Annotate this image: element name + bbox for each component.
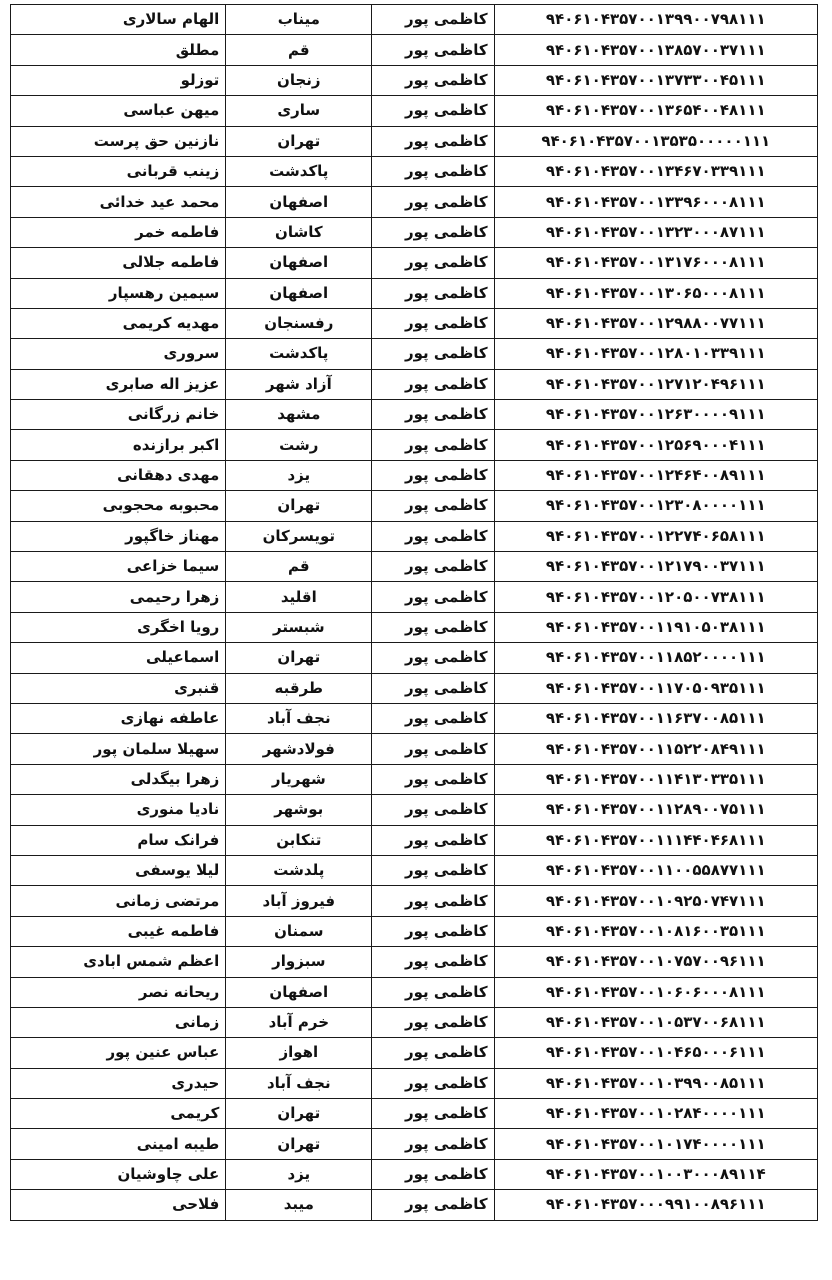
roster-table bbox=[10, 4, 818, 1221]
city-cell: تهران bbox=[226, 1129, 372, 1159]
city-cell: رشت bbox=[226, 430, 372, 460]
tracking-code-cell: ۹۴۰۶۱۰۴۳۵۷۰۰۱۳۰۶۵۰۰۰۸۱۱۱ bbox=[494, 278, 817, 308]
table-row bbox=[11, 187, 818, 217]
tracking-code-cell: ۹۴۰۶۱۰۴۳۵۷۰۰۱۳۹۹۰۰۷۹۸۱۱۱ bbox=[494, 5, 817, 35]
tracking-code-cell: ۹۴۰۶۱۰۴۳۵۷۰۰۱۲۶۳۰۰۰۰۹۱۱۱ bbox=[494, 400, 817, 430]
person-name-cell: نازنین حق پرست bbox=[11, 126, 226, 156]
table-row bbox=[11, 764, 818, 794]
person-name-cell: خانم زرگانی bbox=[11, 400, 226, 430]
family-name-cell: کاظمی پور bbox=[372, 1159, 494, 1189]
table-row bbox=[11, 825, 818, 855]
city-cell: یزد bbox=[226, 1159, 372, 1189]
person-name-cell: مهدیه کریمی bbox=[11, 308, 226, 338]
family-name-cell: کاظمی پور bbox=[372, 400, 494, 430]
city-cell: میناب bbox=[226, 5, 372, 35]
person-name-cell: لیلا یوسفی bbox=[11, 855, 226, 885]
table-row bbox=[11, 126, 818, 156]
city-cell: تویسرکان bbox=[226, 521, 372, 551]
table-row bbox=[11, 5, 818, 35]
table-row bbox=[11, 369, 818, 399]
table-row bbox=[11, 734, 818, 764]
person-name-cell: مهدی دهقانی bbox=[11, 460, 226, 490]
tracking-code-cell: ۹۴۰۶۱۰۴۳۵۷۰۰۱۱۶۳۷۰۰۸۵۱۱۱ bbox=[494, 703, 817, 733]
family-name-cell: کاظمی پور bbox=[372, 156, 494, 186]
city-cell: شهریار bbox=[226, 764, 372, 794]
person-name-cell: محمد عید خدائی bbox=[11, 187, 226, 217]
city-cell: سبزوار bbox=[226, 947, 372, 977]
person-name-cell: فاطمه غیبی bbox=[11, 916, 226, 946]
table-row bbox=[11, 977, 818, 1007]
city-cell: تهران bbox=[226, 643, 372, 673]
person-name-cell: اعظم شمس ابادی bbox=[11, 947, 226, 977]
city-cell: زنجان bbox=[226, 65, 372, 95]
table-row bbox=[11, 1068, 818, 1098]
family-name-cell: کاظمی پور bbox=[372, 339, 494, 369]
family-name-cell: کاظمی پور bbox=[372, 5, 494, 35]
person-name-cell: اکبر برازنده bbox=[11, 430, 226, 460]
table-row bbox=[11, 1038, 818, 1068]
person-name-cell: فرانک سام bbox=[11, 825, 226, 855]
city-cell: خرم آباد bbox=[226, 1007, 372, 1037]
family-name-cell: کاظمی پور bbox=[372, 916, 494, 946]
family-name-cell: کاظمی پور bbox=[372, 1129, 494, 1159]
person-name-cell: مطلق bbox=[11, 35, 226, 65]
person-name-cell: محبوبه محجوبی bbox=[11, 491, 226, 521]
city-cell: ساری bbox=[226, 96, 372, 126]
person-name-cell: میهن عباسی bbox=[11, 96, 226, 126]
family-name-cell: کاظمی پور bbox=[372, 1099, 494, 1129]
person-name-cell: رویا اخگری bbox=[11, 612, 226, 642]
family-name-cell: کاظمی پور bbox=[372, 308, 494, 338]
city-cell: فولادشهر bbox=[226, 734, 372, 764]
tracking-code-cell: ۹۴۰۶۱۰۴۳۵۷۰۰۱۱۱۴۴۰۴۶۸۱۱۱ bbox=[494, 825, 817, 855]
person-name-cell: زمانی bbox=[11, 1007, 226, 1037]
tracking-code-cell: ۹۴۰۶۱۰۴۳۵۷۰۰۱۲۷۱۲۰۴۹۶۱۱۱ bbox=[494, 369, 817, 399]
tracking-code-cell: ۹۴۰۶۱۰۴۳۵۷۰۰۱۰۶۰۶۰۰۰۸۱۱۱ bbox=[494, 977, 817, 1007]
table-row bbox=[11, 278, 818, 308]
family-name-cell: کاظمی پور bbox=[372, 643, 494, 673]
table-row bbox=[11, 1190, 818, 1220]
family-name-cell: کاظمی پور bbox=[372, 825, 494, 855]
table-row bbox=[11, 673, 818, 703]
family-name-cell: کاظمی پور bbox=[372, 764, 494, 794]
person-name-cell: توزلو bbox=[11, 65, 226, 95]
person-name-cell: مرتضی زمانی bbox=[11, 886, 226, 916]
table-row bbox=[11, 703, 818, 733]
city-cell: نجف آباد bbox=[226, 1068, 372, 1098]
tracking-code-cell: ۹۴۰۶۱۰۴۳۵۷۰۰۱۲۴۶۴۰۰۸۹۱۱۱ bbox=[494, 460, 817, 490]
family-name-cell: کاظمی پور bbox=[372, 1068, 494, 1098]
family-name-cell: کاظمی پور bbox=[372, 35, 494, 65]
table-row bbox=[11, 855, 818, 885]
tracking-code-cell: ۹۴۰۶۱۰۴۳۵۷۰۰۱۳۴۶۷۰۳۳۹۱۱۱ bbox=[494, 156, 817, 186]
city-cell: اصفهان bbox=[226, 278, 372, 308]
family-name-cell: کاظمی پور bbox=[372, 217, 494, 247]
table-row bbox=[11, 1159, 818, 1189]
table-row bbox=[11, 65, 818, 95]
tracking-code-cell: ۹۴۰۶۱۰۴۳۵۷۰۰۱۰۲۸۴۰۰۰۰۱۱۱ bbox=[494, 1099, 817, 1129]
city-cell: یزد bbox=[226, 460, 372, 490]
tracking-code-cell: ۹۴۰۶۱۰۴۳۵۷۰۰۱۱۸۵۲۰۰۰۰۱۱۱ bbox=[494, 643, 817, 673]
table-row bbox=[11, 1129, 818, 1159]
table-row bbox=[11, 308, 818, 338]
tracking-code-cell: ۹۴۰۶۱۰۴۳۵۷۰۰۱۱۷۰۵۰۹۳۵۱۱۱ bbox=[494, 673, 817, 703]
table-row bbox=[11, 612, 818, 642]
person-name-cell: زهرا بیگدلی bbox=[11, 764, 226, 794]
family-name-cell: کاظمی پور bbox=[372, 491, 494, 521]
city-cell: تنکابن bbox=[226, 825, 372, 855]
tracking-code-cell: ۹۴۰۶۱۰۴۳۵۷۰۰۰۹۹۱۰۰۸۹۶۱۱۱ bbox=[494, 1190, 817, 1220]
family-name-cell: کاظمی پور bbox=[372, 1007, 494, 1037]
tracking-code-cell: ۹۴۰۶۱۰۴۳۵۷۰۰۱۰۰۳۰۰۰۸۹۱۱۴ bbox=[494, 1159, 817, 1189]
family-name-cell: کاظمی پور bbox=[372, 248, 494, 278]
tracking-code-cell: ۹۴۰۶۱۰۴۳۵۷۰۰۱۲۱۷۹۰۰۳۷۱۱۱ bbox=[494, 552, 817, 582]
tracking-code-cell: ۹۴۰۶۱۰۴۳۵۷۰۰۱۰۳۹۹۰۰۸۵۱۱۱ bbox=[494, 1068, 817, 1098]
family-name-cell: کاظمی پور bbox=[372, 521, 494, 551]
city-cell: نجف آباد bbox=[226, 703, 372, 733]
tracking-code-cell: ۹۴۰۶۱۰۴۳۵۷۰۰۱۰۴۶۵۰۰۰۶۱۱۱ bbox=[494, 1038, 817, 1068]
tracking-code-cell: ۹۴۰۶۱۰۴۳۵۷۰۰۱۲۵۶۹۰۰۰۴۱۱۱ bbox=[494, 430, 817, 460]
tracking-code-cell: ۹۴۰۶۱۰۴۳۵۷۰۰۱۲۳۰۸۰۰۰۰۱۱۱ bbox=[494, 491, 817, 521]
family-name-cell: کاظمی پور bbox=[372, 1190, 494, 1220]
person-name-cell: زینب قربانی bbox=[11, 156, 226, 186]
city-cell: مشهد bbox=[226, 400, 372, 430]
family-name-cell: کاظمی پور bbox=[372, 947, 494, 977]
city-cell: اقلید bbox=[226, 582, 372, 612]
tracking-code-cell: ۹۴۰۶۱۰۴۳۵۷۰۰۱۰۱۷۴۰۰۰۰۱۱۱ bbox=[494, 1129, 817, 1159]
table-row bbox=[11, 96, 818, 126]
city-cell: اصفهان bbox=[226, 977, 372, 1007]
person-name-cell: فلاحی bbox=[11, 1190, 226, 1220]
family-name-cell: کاظمی پور bbox=[372, 673, 494, 703]
person-name-cell: فاطمه خمر bbox=[11, 217, 226, 247]
tracking-code-cell: ۹۴۰۶۱۰۴۳۵۷۰۰۱۰۵۳۷۰۰۶۸۱۱۱ bbox=[494, 1007, 817, 1037]
tracking-code-cell: ۹۴۰۶۱۰۴۳۵۷۰۰۱۳۶۵۴۰۰۴۸۱۱۱ bbox=[494, 96, 817, 126]
tracking-code-cell: ۹۴۰۶۱۰۴۳۵۷۰۰۱۳۸۵۷۰۰۳۷۱۱۱ bbox=[494, 35, 817, 65]
family-name-cell: کاظمی پور bbox=[372, 886, 494, 916]
tracking-code-cell: ۹۴۰۶۱۰۴۳۵۷۰۰۱۲۲۷۴۰۶۵۸۱۱۱ bbox=[494, 521, 817, 551]
tracking-code-cell: ۹۴۰۶۱۰۴۳۵۷۰۰۱۲۹۸۸۰۰۷۷۱۱۱ bbox=[494, 308, 817, 338]
family-name-cell: کاظمی پور bbox=[372, 278, 494, 308]
city-cell: طرقبه bbox=[226, 673, 372, 703]
city-cell: تهران bbox=[226, 126, 372, 156]
city-cell: پاکدشت bbox=[226, 339, 372, 369]
city-cell: قم bbox=[226, 552, 372, 582]
roster-table-body bbox=[11, 5, 818, 1221]
family-name-cell: کاظمی پور bbox=[372, 369, 494, 399]
family-name-cell: کاظمی پور bbox=[372, 612, 494, 642]
city-cell: پلدشت bbox=[226, 855, 372, 885]
table-row bbox=[11, 916, 818, 946]
person-name-cell: طیبه امینی bbox=[11, 1129, 226, 1159]
city-cell: میبد bbox=[226, 1190, 372, 1220]
family-name-cell: کاظمی پور bbox=[372, 552, 494, 582]
person-name-cell: سیما خزاعی bbox=[11, 552, 226, 582]
city-cell: اصفهان bbox=[226, 248, 372, 278]
city-cell: رفسنجان bbox=[226, 308, 372, 338]
table-row bbox=[11, 248, 818, 278]
tracking-code-cell: ۹۴۰۶۱۰۴۳۵۷۰۰۱۳۲۳۰۰۰۸۷۱۱۱ bbox=[494, 217, 817, 247]
person-name-cell: کریمی bbox=[11, 1099, 226, 1129]
table-row bbox=[11, 491, 818, 521]
family-name-cell: کاظمی پور bbox=[372, 96, 494, 126]
table-row bbox=[11, 552, 818, 582]
tracking-code-cell: ۹۴۰۶۱۰۴۳۵۷۰۰۱۳۳۹۶۰۰۰۸۱۱۱ bbox=[494, 187, 817, 217]
tracking-code-cell: ۹۴۰۶۱۰۴۳۵۷۰۰۱۱۹۱۰۵۰۳۸۱۱۱ bbox=[494, 612, 817, 642]
tracking-code-cell: ۹۴۰۶۱۰۴۳۵۷۰۰۱۱۰۰۵۵۸۷۷۱۱۱ bbox=[494, 855, 817, 885]
family-name-cell: کاظمی پور bbox=[372, 65, 494, 95]
city-cell: سمنان bbox=[226, 916, 372, 946]
document-sheet bbox=[10, 4, 818, 1221]
person-name-cell: قنبری bbox=[11, 673, 226, 703]
family-name-cell: کاظمی پور bbox=[372, 795, 494, 825]
person-name-cell: ریحانه نصر bbox=[11, 977, 226, 1007]
tracking-code-cell: ۹۴۰۶۱۰۴۳۵۷۰۰۱۱۲۸۹۰۰۷۵۱۱۱ bbox=[494, 795, 817, 825]
table-row bbox=[11, 947, 818, 977]
table-row bbox=[11, 886, 818, 916]
family-name-cell: کاظمی پور bbox=[372, 430, 494, 460]
person-name-cell: سهیلا سلمان پور bbox=[11, 734, 226, 764]
city-cell: قم bbox=[226, 35, 372, 65]
table-row bbox=[11, 643, 818, 673]
city-cell: تهران bbox=[226, 491, 372, 521]
tracking-code-cell: ۹۴۰۶۱۰۴۳۵۷۰۰۱۱۴۱۳۰۳۳۵۱۱۱ bbox=[494, 764, 817, 794]
tracking-code-cell: ۹۴۰۶۱۰۴۳۵۷۰۰۱۰۹۲۵۰۷۴۷۱۱۱ bbox=[494, 886, 817, 916]
city-cell: کاشان bbox=[226, 217, 372, 247]
family-name-cell: کاظمی پور bbox=[372, 460, 494, 490]
tracking-code-cell: ۹۴۰۶۱۰۴۳۵۷۰۰۱۳۷۳۳۰۰۴۵۱۱۱ bbox=[494, 65, 817, 95]
table-row bbox=[11, 217, 818, 247]
person-name-cell: نادیا منوری bbox=[11, 795, 226, 825]
tracking-code-cell: ۹۴۰۶۱۰۴۳۵۷۰۰۱۰۸۱۶۰۰۳۵۱۱۱ bbox=[494, 916, 817, 946]
family-name-cell: کاظمی پور bbox=[372, 703, 494, 733]
person-name-cell: زهرا رحیمی bbox=[11, 582, 226, 612]
city-cell: شبستر bbox=[226, 612, 372, 642]
person-name-cell: مهناز خاگپور bbox=[11, 521, 226, 551]
family-name-cell: کاظمی پور bbox=[372, 734, 494, 764]
table-row bbox=[11, 460, 818, 490]
tracking-code-cell: ۹۴۰۶۱۰۴۳۵۷۰۰۱۳۱۷۶۰۰۰۸۱۱۱ bbox=[494, 248, 817, 278]
person-name-cell: فاطمه جلالی bbox=[11, 248, 226, 278]
table-row bbox=[11, 795, 818, 825]
person-name-cell: سیمین رهسپار bbox=[11, 278, 226, 308]
table-row bbox=[11, 1099, 818, 1129]
person-name-cell: اسماعیلی bbox=[11, 643, 226, 673]
tracking-code-cell: ۹۴۰۶۱۰۴۳۵۷۰۰۱۱۵۲۲۰۸۴۹۱۱۱ bbox=[494, 734, 817, 764]
table-row bbox=[11, 339, 818, 369]
city-cell: فیروز آباد bbox=[226, 886, 372, 916]
table-row bbox=[11, 1007, 818, 1037]
family-name-cell: کاظمی پور bbox=[372, 1038, 494, 1068]
city-cell: بوشهر bbox=[226, 795, 372, 825]
family-name-cell: کاظمی پور bbox=[372, 855, 494, 885]
table-row bbox=[11, 156, 818, 186]
family-name-cell: کاظمی پور bbox=[372, 582, 494, 612]
table-row bbox=[11, 430, 818, 460]
tracking-code-cell: ۹۴۰۶۱۰۴۳۵۷۰۰۱۲۰۵۰۰۷۳۸۱۱۱ bbox=[494, 582, 817, 612]
person-name-cell: الهام سالاری bbox=[11, 5, 226, 35]
table-row bbox=[11, 400, 818, 430]
family-name-cell: کاظمی پور bbox=[372, 977, 494, 1007]
person-name-cell: عباس عنین پور bbox=[11, 1038, 226, 1068]
family-name-cell: کاظمی پور bbox=[372, 126, 494, 156]
person-name-cell: علی چاوشیان bbox=[11, 1159, 226, 1189]
city-cell: اصفهان bbox=[226, 187, 372, 217]
city-cell: پاکدشت bbox=[226, 156, 372, 186]
table-row bbox=[11, 35, 818, 65]
family-name-cell: کاظمی پور bbox=[372, 187, 494, 217]
city-cell: اهواز bbox=[226, 1038, 372, 1068]
person-name-cell: حیدری bbox=[11, 1068, 226, 1098]
table-row bbox=[11, 582, 818, 612]
tracking-code-cell: ۹۴۰۶۱۰۴۳۵۷۰۰۱۳۵۳۵۰۰۰۰۰۱۱۱ bbox=[494, 126, 817, 156]
person-name-cell: عاطفه نهازی bbox=[11, 703, 226, 733]
city-cell: تهران bbox=[226, 1099, 372, 1129]
tracking-code-cell: ۹۴۰۶۱۰۴۳۵۷۰۰۱۰۷۵۷۰۰۹۶۱۱۱ bbox=[494, 947, 817, 977]
person-name-cell: سروری bbox=[11, 339, 226, 369]
tracking-code-cell: ۹۴۰۶۱۰۴۳۵۷۰۰۱۲۸۰۱۰۳۳۹۱۱۱ bbox=[494, 339, 817, 369]
person-name-cell: عزیز اله صابری bbox=[11, 369, 226, 399]
table-row bbox=[11, 521, 818, 551]
city-cell: آزاد شهر bbox=[226, 369, 372, 399]
